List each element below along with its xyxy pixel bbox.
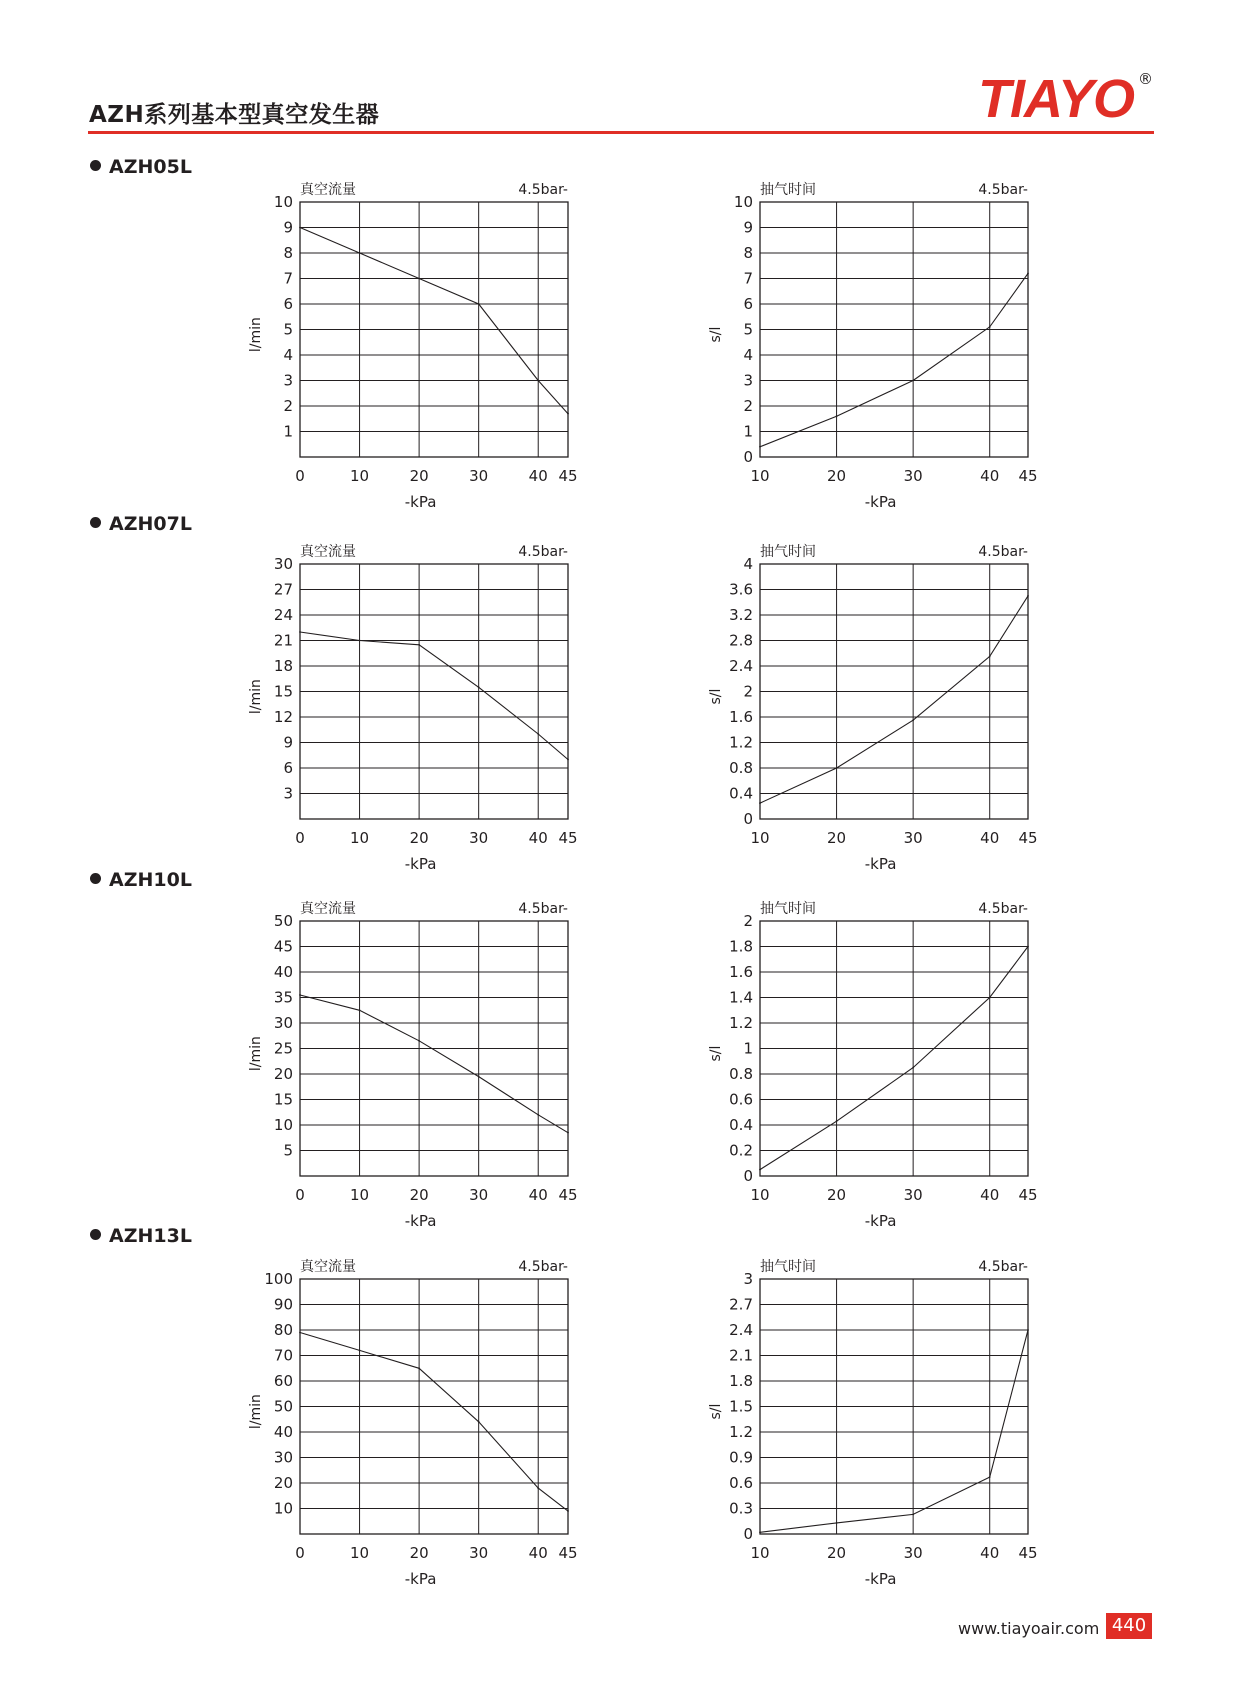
y-tick-label: 2 xyxy=(743,912,753,930)
page-title: AZH系列基本型真空发生器 xyxy=(89,102,380,128)
data-point xyxy=(359,1350,361,1352)
section-label-azh10l xyxy=(90,869,192,891)
y-tick-label: 21 xyxy=(273,631,293,650)
y-tick-label: 90 xyxy=(273,1295,293,1314)
x-tick-label: 0 xyxy=(295,1186,305,1204)
bullet-icon xyxy=(90,517,101,528)
x-tick-label: 45 xyxy=(558,1186,578,1204)
y-tick-label: 3 xyxy=(743,371,753,390)
data-point xyxy=(537,733,539,735)
y-tick-label: 5 xyxy=(743,320,753,339)
x-tick-label: 45 xyxy=(558,467,578,485)
y-tick-label: 10 xyxy=(733,193,753,211)
x-tick-label: 10 xyxy=(350,467,370,485)
y-axis-label: l/min xyxy=(248,317,264,353)
x-tick-label: 40 xyxy=(980,1186,1000,1204)
chart-title: 抽气时间 xyxy=(760,182,816,198)
y-tick-label: 8 xyxy=(283,244,293,262)
y-tick-label: 9 xyxy=(283,733,293,752)
y-tick-label: 0 xyxy=(743,810,753,828)
data-point xyxy=(567,413,569,415)
x-tick-label: 45 xyxy=(558,1544,578,1562)
data-point xyxy=(537,380,539,382)
y-tick-label: 1.2 xyxy=(729,1014,753,1032)
y-tick-label: 1.5 xyxy=(729,1397,753,1416)
y-tick-label: 30 xyxy=(273,555,293,573)
section-label-text: AZH07L xyxy=(109,513,192,535)
data-point xyxy=(836,767,838,769)
x-tick-label: 30 xyxy=(469,467,489,485)
data-point xyxy=(478,1421,480,1423)
x-tick-label: 45 xyxy=(1018,829,1038,847)
x-tick-label: 30 xyxy=(469,1544,489,1562)
y-tick-label: 50 xyxy=(273,912,293,930)
data-point xyxy=(912,719,914,721)
y-tick-label: 15 xyxy=(273,682,293,701)
data-point xyxy=(299,631,301,633)
y-tick-label: 80 xyxy=(273,1321,293,1339)
y-tick-label: 30 xyxy=(273,1014,293,1032)
data-point xyxy=(759,1531,761,1533)
x-tick-label: 40 xyxy=(528,1544,548,1562)
data-point xyxy=(836,1120,838,1122)
section-label-text: AZH13L xyxy=(109,1225,192,1247)
x-axis-label: -kPa xyxy=(864,493,897,511)
chart-title: 真空流量 xyxy=(300,182,356,198)
y-tick-label: 0.8 xyxy=(729,759,753,777)
y-tick-label: 10 xyxy=(273,1116,293,1134)
y-tick-label: 40 xyxy=(273,1423,293,1441)
y-tick-label: 70 xyxy=(273,1346,293,1365)
x-tick-label: 40 xyxy=(980,829,1000,847)
y-axis-label: l/min xyxy=(248,679,264,715)
x-tick-label: 30 xyxy=(903,1186,923,1204)
y-tick-label: 6 xyxy=(743,295,753,313)
y-tick-label: 2 xyxy=(743,397,753,415)
pressure-annotation: 4.5bar- xyxy=(518,1259,568,1275)
chart-azh10l-time xyxy=(700,894,1060,1239)
y-tick-label: 0.3 xyxy=(729,1499,753,1518)
x-tick-label: 30 xyxy=(903,829,923,847)
data-point xyxy=(989,1476,991,1478)
y-tick-label: 2 xyxy=(743,682,753,701)
data-point xyxy=(912,380,914,382)
y-tick-label: 100 xyxy=(264,1270,293,1288)
x-tick-label: 10 xyxy=(350,1544,370,1562)
x-axis-label: -kPa xyxy=(404,1570,437,1588)
y-tick-label: 1.2 xyxy=(729,733,753,752)
y-axis-label: s/l xyxy=(708,688,724,705)
data-point xyxy=(418,644,420,646)
y-tick-label: 1.8 xyxy=(729,937,753,956)
section-label-azh13l xyxy=(90,1225,192,1247)
x-tick-label: 10 xyxy=(350,829,370,847)
data-point xyxy=(759,446,761,448)
x-tick-label: 40 xyxy=(528,1186,548,1204)
x-tick-label: 0 xyxy=(295,829,305,847)
x-tick-label: 20 xyxy=(827,829,847,847)
y-tick-label: 3.6 xyxy=(729,580,753,599)
x-axis-label: -kPa xyxy=(864,1212,897,1230)
x-tick-label: 45 xyxy=(558,829,578,847)
x-axis-label: -kPa xyxy=(864,855,897,873)
y-tick-label: 50 xyxy=(273,1397,293,1416)
y-tick-label: 0.6 xyxy=(729,1090,753,1109)
data-point xyxy=(836,415,838,417)
pressure-annotation: 4.5bar- xyxy=(978,901,1028,917)
data-point xyxy=(836,1522,838,1524)
data-point xyxy=(359,252,361,254)
y-tick-label: 35 xyxy=(273,988,293,1007)
series-line xyxy=(760,947,1028,1170)
y-tick-label: 2 xyxy=(283,397,293,415)
series-line xyxy=(760,273,1028,446)
chart-title: 抽气时间 xyxy=(760,544,816,560)
x-tick-label: 45 xyxy=(1018,1186,1038,1204)
y-axis-label: l/min xyxy=(248,1394,264,1430)
y-tick-label: 2.4 xyxy=(729,657,753,675)
y-tick-label: 25 xyxy=(273,1039,293,1058)
x-axis-label: -kPa xyxy=(404,855,437,873)
x-axis-label: -kPa xyxy=(404,493,437,511)
y-tick-label: 10 xyxy=(273,193,293,211)
y-tick-label: 3 xyxy=(283,371,293,390)
y-tick-label: 8 xyxy=(743,244,753,262)
y-tick-label: 6 xyxy=(283,759,293,777)
x-tick-label: 40 xyxy=(980,467,1000,485)
y-tick-label: 24 xyxy=(273,606,293,624)
y-tick-label: 12 xyxy=(273,708,293,726)
y-tick-label: 18 xyxy=(273,657,293,675)
series-line xyxy=(300,1333,568,1512)
y-tick-label: 2.4 xyxy=(729,1321,753,1339)
y-tick-label: 3 xyxy=(283,784,293,803)
data-point xyxy=(759,1169,761,1171)
bullet-icon xyxy=(90,1229,101,1240)
y-tick-label: 6 xyxy=(283,295,293,313)
header-divider xyxy=(88,131,1154,134)
y-axis-label: s/l xyxy=(708,326,724,343)
x-tick-label: 40 xyxy=(528,829,548,847)
chart-azh10l-flow xyxy=(240,894,600,1239)
x-tick-label: 20 xyxy=(827,467,847,485)
y-tick-label: 7 xyxy=(743,269,753,288)
y-tick-label: 1.6 xyxy=(729,708,753,726)
y-tick-label: 30 xyxy=(273,1448,293,1467)
data-point xyxy=(989,656,991,658)
data-point xyxy=(359,640,361,642)
y-tick-label: 7 xyxy=(283,269,293,288)
data-point xyxy=(567,1132,569,1134)
x-tick-label: 20 xyxy=(409,467,429,485)
section-label-text: AZH05L xyxy=(109,156,192,178)
data-point xyxy=(567,1510,569,1512)
x-tick-label: 30 xyxy=(469,1186,489,1204)
x-tick-label: 20 xyxy=(827,1186,847,1204)
data-point xyxy=(537,1114,539,1116)
section-label-text: AZH10L xyxy=(109,869,192,891)
page-number-badge: 440 xyxy=(1106,1613,1152,1639)
section-label-azh07l xyxy=(90,513,192,535)
data-point xyxy=(478,1076,480,1078)
data-point xyxy=(989,326,991,328)
x-tick-label: 10 xyxy=(750,1186,770,1204)
bullet-icon xyxy=(90,873,101,884)
data-point xyxy=(359,1009,361,1011)
data-point xyxy=(759,802,761,804)
data-point xyxy=(537,1487,539,1489)
x-tick-label: 10 xyxy=(750,467,770,485)
y-tick-label: 0.6 xyxy=(729,1474,753,1492)
chart-title: 抽气时间 xyxy=(760,901,816,917)
y-tick-label: 4 xyxy=(743,346,753,364)
series-line xyxy=(760,1330,1028,1532)
y-tick-label: 1.4 xyxy=(729,988,753,1007)
pressure-annotation: 4.5bar- xyxy=(978,182,1028,198)
data-point xyxy=(418,1367,420,1369)
x-axis-label: -kPa xyxy=(404,1212,437,1230)
x-axis-label: -kPa xyxy=(864,1570,897,1588)
y-tick-label: 45 xyxy=(273,937,293,956)
series-line xyxy=(300,228,568,414)
y-tick-label: 0.8 xyxy=(729,1065,753,1083)
chart-azh05l-time xyxy=(700,175,1060,520)
y-tick-label: 1.6 xyxy=(729,963,753,981)
pressure-annotation: 4.5bar- xyxy=(518,182,568,198)
y-tick-label: 4 xyxy=(283,346,293,364)
x-tick-label: 30 xyxy=(903,1544,923,1562)
y-axis-label: s/l xyxy=(708,1045,724,1062)
y-tick-label: 9 xyxy=(283,218,293,237)
y-tick-label: 0.4 xyxy=(729,1116,753,1134)
x-tick-label: 20 xyxy=(827,1544,847,1562)
x-tick-label: 30 xyxy=(469,829,489,847)
y-tick-label: 0.2 xyxy=(729,1141,753,1160)
y-tick-label: 5 xyxy=(283,1141,293,1160)
data-point xyxy=(299,1332,301,1334)
y-tick-label: 0 xyxy=(743,1167,753,1185)
y-tick-label: 0.9 xyxy=(729,1448,753,1467)
footer-url: www.tiayoair.com xyxy=(958,1619,1100,1638)
y-tick-label: 60 xyxy=(273,1372,293,1390)
x-tick-label: 30 xyxy=(903,467,923,485)
data-point xyxy=(418,1040,420,1042)
data-point xyxy=(1027,595,1029,597)
y-tick-label: 2.8 xyxy=(729,631,753,650)
y-tick-label: 1.8 xyxy=(729,1372,753,1390)
y-tick-label: 0.4 xyxy=(729,784,753,803)
chart-azh13l-flow xyxy=(240,1252,600,1597)
chart-azh07l-time xyxy=(700,537,1060,882)
y-tick-label: 1 xyxy=(743,1039,753,1058)
data-point xyxy=(567,759,569,761)
pressure-annotation: 4.5bar- xyxy=(518,901,568,917)
y-tick-label: 1.2 xyxy=(729,1423,753,1441)
y-tick-label: 40 xyxy=(273,963,293,981)
y-tick-label: 20 xyxy=(273,1065,293,1083)
x-tick-label: 40 xyxy=(528,467,548,485)
y-tick-label: 0 xyxy=(743,1525,753,1543)
brand-logo: TIAYO xyxy=(978,69,1134,129)
chart-azh05l-flow xyxy=(240,175,600,520)
data-point xyxy=(912,1067,914,1069)
x-tick-label: 20 xyxy=(409,1186,429,1204)
data-point xyxy=(299,994,301,996)
data-point xyxy=(1027,1329,1029,1331)
bullet-icon xyxy=(90,160,101,171)
x-tick-label: 10 xyxy=(750,829,770,847)
chart-title: 真空流量 xyxy=(300,901,356,917)
y-tick-label: 5 xyxy=(283,320,293,339)
y-axis-label: s/l xyxy=(708,1403,724,1420)
y-tick-label: 20 xyxy=(273,1474,293,1492)
y-tick-label: 15 xyxy=(273,1090,293,1109)
x-tick-label: 0 xyxy=(295,467,305,485)
x-tick-label: 40 xyxy=(980,1544,1000,1562)
pressure-annotation: 4.5bar- xyxy=(518,544,568,560)
data-point xyxy=(989,997,991,999)
data-point xyxy=(478,303,480,305)
y-tick-label: 2.7 xyxy=(729,1295,753,1314)
y-tick-label: 27 xyxy=(273,580,293,599)
y-axis-label: l/min xyxy=(248,1036,264,1072)
series-line xyxy=(300,995,568,1133)
series-line xyxy=(300,632,568,760)
y-tick-label: 0 xyxy=(743,448,753,466)
x-tick-label: 0 xyxy=(295,1544,305,1562)
y-tick-label: 4 xyxy=(743,555,753,573)
y-tick-label: 1 xyxy=(743,422,753,441)
x-tick-label: 20 xyxy=(409,1544,429,1562)
y-tick-label: 3.2 xyxy=(729,606,753,624)
chart-title: 抽气时间 xyxy=(760,1259,816,1275)
y-tick-label: 9 xyxy=(743,218,753,237)
chart-title: 真空流量 xyxy=(300,544,356,560)
section-label-azh05l xyxy=(90,156,192,178)
y-tick-label: 10 xyxy=(273,1499,293,1518)
x-tick-label: 45 xyxy=(1018,467,1038,485)
x-tick-label: 45 xyxy=(1018,1544,1038,1562)
y-tick-label: 2.1 xyxy=(729,1346,753,1365)
chart-azh13l-time xyxy=(700,1252,1060,1597)
data-point xyxy=(912,1514,914,1516)
data-point xyxy=(1027,273,1029,275)
y-tick-label: 3 xyxy=(743,1270,753,1288)
data-point xyxy=(478,686,480,688)
pressure-annotation: 4.5bar- xyxy=(978,544,1028,560)
x-tick-label: 20 xyxy=(409,829,429,847)
x-tick-label: 10 xyxy=(350,1186,370,1204)
data-point xyxy=(1027,946,1029,948)
data-point xyxy=(299,227,301,229)
data-point xyxy=(418,278,420,280)
pressure-annotation: 4.5bar- xyxy=(978,1259,1028,1275)
y-tick-label: 1 xyxy=(283,422,293,441)
x-tick-label: 10 xyxy=(750,1544,770,1562)
chart-azh07l-flow xyxy=(240,537,600,882)
series-line xyxy=(760,596,1028,803)
chart-title: 真空流量 xyxy=(300,1259,356,1275)
registered-mark: ® xyxy=(1138,70,1153,88)
